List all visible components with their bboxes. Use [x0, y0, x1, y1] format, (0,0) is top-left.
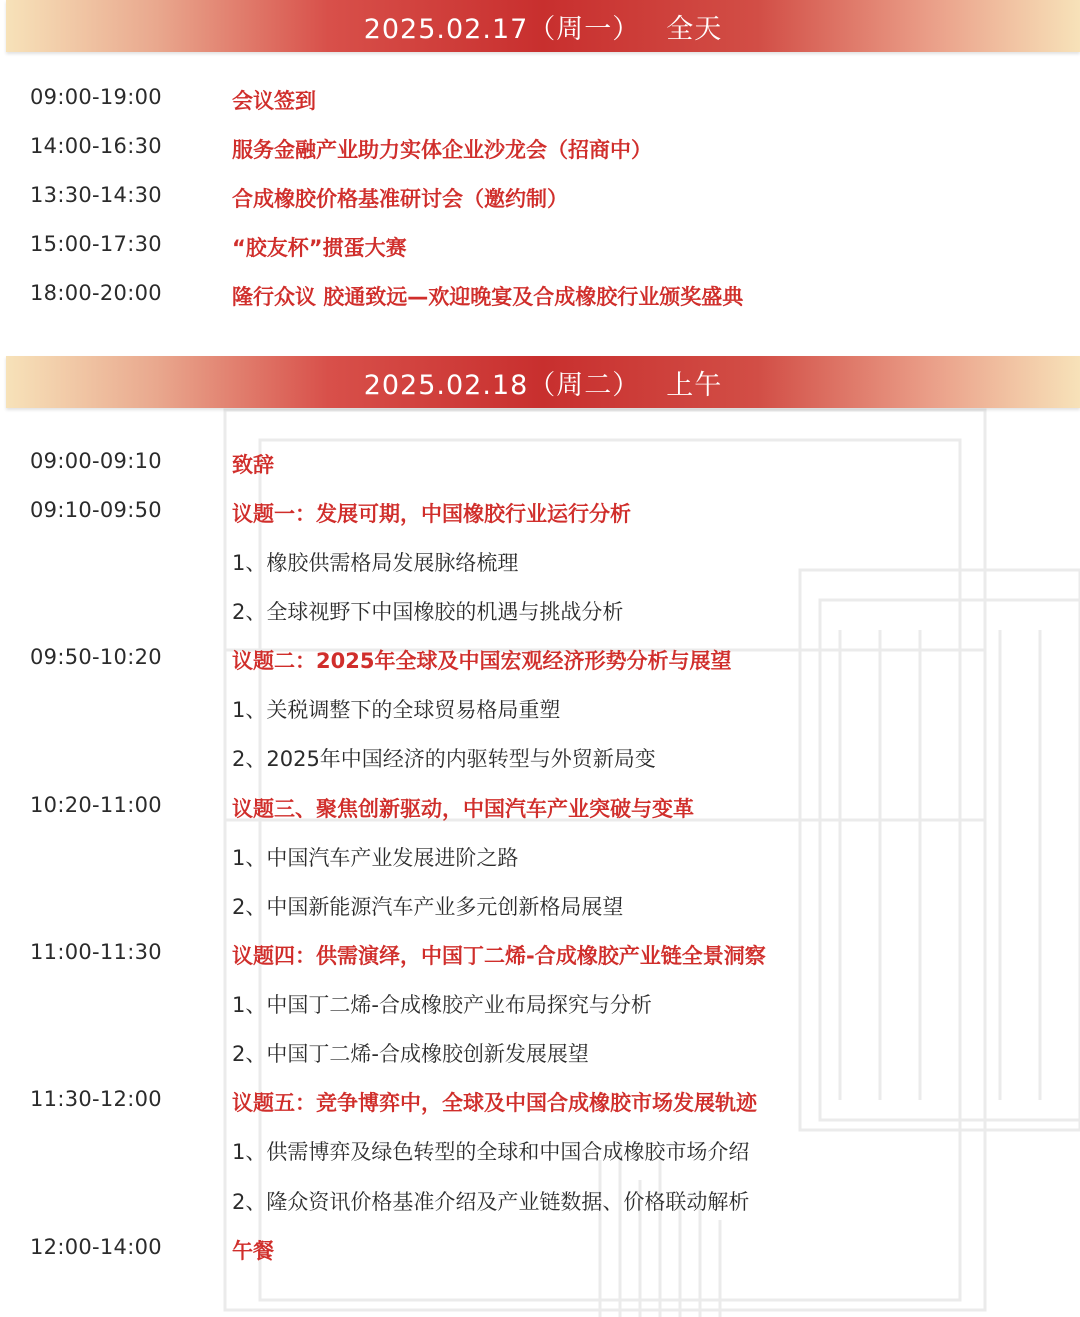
row-title: 致辞 [232, 453, 274, 477]
row-title: 隆行众议 胶通致远—欢迎晚宴及合成橡胶行业颁奖盛典 [232, 285, 744, 309]
schedule-subtopic [0, 836, 1080, 876]
subtopic-text: 1、中国丁二烯-合成橡胶产业布局探究与分析 [232, 993, 652, 1017]
schedule-row [0, 1229, 1080, 1269]
row-time: 11:30-12:00 [30, 1087, 162, 1111]
subtopic-text: 2、全球视野下中国橡胶的机遇与挑战分析 [232, 600, 624, 624]
schedule-subtopic [0, 1032, 1080, 1072]
subtopic-text: 2、2025年中国经济的内驱转型与外贸新局变 [232, 747, 656, 771]
row-time: 09:00-09:10 [30, 449, 162, 473]
subtopic-text: 2、中国新能源汽车产业多元创新格局展望 [232, 895, 624, 919]
subtopic-text: 2、中国丁二烯-合成橡胶创新发展展望 [232, 1042, 589, 1066]
schedule-row [0, 443, 1080, 483]
row-title: 议题二：2025年全球及中国宏观经济形势分析与展望 [232, 649, 732, 673]
row-title: 议题四：供需演绎，中国丁二烯-合成橡胶产业链全景洞察 [232, 944, 766, 968]
day1-date-banner [6, 0, 1080, 52]
schedule-row [0, 79, 1080, 119]
subtopic-text: 2、隆众资讯价格基准介绍及产业链数据、价格联动解析 [232, 1190, 750, 1214]
row-time: 13:30-14:30 [30, 183, 162, 207]
schedule-row [0, 128, 1080, 168]
subtopic-text: 1、关税调整下的全球贸易格局重塑 [232, 698, 561, 722]
row-time: 10:20-11:00 [30, 793, 162, 817]
schedule-row [0, 934, 1080, 974]
schedule-row [0, 275, 1080, 315]
schedule-row [0, 177, 1080, 217]
row-time: 09:10-09:50 [30, 498, 162, 522]
row-time: 11:00-11:30 [30, 940, 162, 964]
subtopic-text: 1、橡胶供需格局发展脉络梳理 [232, 551, 519, 575]
row-time: 18:00-20:00 [30, 281, 162, 305]
row-title: 会议签到 [232, 89, 316, 113]
day1-date: 2025.02.17（周一） [363, 13, 641, 45]
schedule-row [0, 492, 1080, 532]
schedule-row [0, 639, 1080, 679]
row-title: 午餐 [232, 1239, 274, 1263]
row-title: “胶友杯”掼蛋大赛 [232, 236, 407, 260]
day1-period: 全天 [666, 13, 723, 45]
row-title: 议题一：发展可期，中国橡胶行业运行分析 [232, 502, 631, 526]
row-title: 议题五：竞争博弈中，全球及中国合成橡胶市场发展轨迹 [232, 1091, 757, 1115]
row-title: 合成橡胶价格基准研讨会（邀约制） [232, 187, 568, 211]
row-time: 09:00-19:00 [30, 85, 162, 109]
subtopic-text: 1、供需博弈及绿色转型的全球和中国合成橡胶市场介绍 [232, 1140, 750, 1164]
row-time: 15:00-17:30 [30, 232, 162, 256]
row-time: 14:00-16:30 [30, 134, 162, 158]
schedule-subtopic [0, 1130, 1080, 1170]
schedule-row [0, 226, 1080, 266]
schedule-subtopic [0, 1180, 1080, 1220]
schedule-subtopic [0, 688, 1080, 728]
row-time: 12:00-14:00 [30, 1235, 162, 1259]
subtopic-text: 1、中国汽车产业发展进阶之路 [232, 846, 519, 870]
schedule-subtopic [0, 737, 1080, 777]
schedule-row [0, 1081, 1080, 1121]
row-title: 议题三、聚焦创新驱动，中国汽车产业突破与变革 [232, 797, 694, 821]
day2-date-banner [6, 356, 1080, 408]
row-time: 09:50-10:20 [30, 645, 162, 669]
day2-date: 2025.02.18（周二） [363, 369, 641, 401]
day2-period: 上午 [666, 369, 723, 401]
schedule-row [0, 787, 1080, 827]
schedule-subtopic [0, 885, 1080, 925]
schedule-subtopic [0, 590, 1080, 630]
schedule-subtopic [0, 541, 1080, 581]
row-title: 服务金融产业助力实体企业沙龙会（招商中） [232, 138, 652, 162]
schedule-subtopic [0, 983, 1080, 1023]
